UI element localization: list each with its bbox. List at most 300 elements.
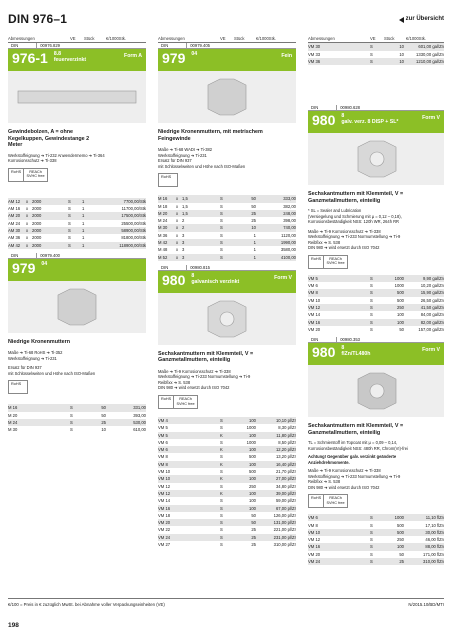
product-id-980-galv: DIN 00980.815 — [158, 265, 296, 271]
table-cell: 1 — [82, 213, 85, 219]
table-cell: 13,20 pl/Zr — [275, 454, 296, 460]
table-cell: 250 — [397, 304, 404, 310]
rohs-badge: RoHS REACh SVHC free — [308, 494, 348, 508]
product-drawing-979 — [8, 281, 146, 333]
column-2 — [158, 36, 296, 548]
table-row — [308, 51, 444, 58]
table-row — [8, 412, 146, 419]
notes-980-disp: * SL = Sealer and Lubrication (Versiegelung und Schmierung mit µ = 0,12 – 0,18), Korrosionsbeständigkeit NSS: 120h WR, 264h RR Maße ➔ Ti-9 Korrosionsschutz ➔ Ti-338 Werkstoffeignung ➔ Ti-233 Normumstellung ➔ Ti-9 Reibfixx ➔ S. 538 DIN 980 ➔ wird ersetzt durch ISO 7042 — [308, 208, 402, 251]
table-cell: 530,00 — [133, 419, 146, 425]
table-979-fein — [158, 195, 296, 261]
table-cell: S — [220, 196, 223, 202]
table-cell: S — [220, 439, 223, 445]
table-cell: S — [220, 225, 223, 231]
notes-980-galv: Maße ➔ Ti-9 Korrosionsschutz ➔ Ti-338 Werkstoffeignung ➔ Ti-233 Normumstellung ➔ Ti-9 Reibfixx ➔ S. 538 DIN 980 ➔ wird ersetzt durch ISO 7042 — [158, 368, 251, 391]
table-cell: S — [70, 405, 73, 411]
table-row — [158, 239, 296, 246]
table-cell: 2 — [182, 218, 185, 224]
table-cell: 12,20 pl/Zr — [275, 447, 296, 453]
table-cell: 2 — [182, 225, 185, 231]
table-cell: 10 — [399, 44, 404, 50]
table-row — [158, 203, 296, 210]
table-cell: VM 6 — [158, 439, 168, 445]
table-row — [158, 519, 296, 526]
table-cell: 331,00 — [133, 405, 146, 411]
table-cell: x — [176, 240, 179, 246]
table-cell: 500 — [397, 297, 404, 303]
table-cell: 39,00 pl/Zr — [275, 490, 296, 496]
heading-980-disp: Sechskantmuttern mit Klemmteil, V = Ganzmetallmuttern, einteilig — [308, 191, 404, 204]
table-cell: S — [220, 203, 223, 209]
table-cell: 1990,00 — [280, 240, 296, 246]
table-cell: 21,70 pl/Zr — [275, 469, 296, 475]
table-cell: 333,00 — [283, 196, 296, 202]
table-cell: S — [220, 454, 223, 460]
table-cell: 500 — [397, 529, 404, 535]
table-row — [8, 220, 146, 227]
table-row — [158, 526, 296, 533]
table-cell: S — [370, 326, 373, 332]
table-cell: M 16 — [8, 405, 18, 411]
table-row — [158, 453, 296, 460]
table-row — [158, 505, 296, 512]
table-row — [308, 311, 444, 318]
product-drawing-980-flzn — [308, 365, 444, 417]
rohs-badge: RoHS — [158, 173, 178, 187]
product-drawing-976 — [8, 71, 146, 123]
table-cell: 250 — [397, 537, 404, 543]
table-cell: M 30 — [8, 427, 18, 433]
table-cell: 118900,00/Stk — [119, 242, 146, 248]
table-cell: VM 6 — [308, 283, 318, 289]
table-cell: x — [26, 198, 29, 204]
table-cell: 1 — [253, 232, 256, 238]
table-cell: S — [68, 235, 71, 241]
table-cell: 9,90 gal/Zn — [423, 275, 444, 281]
table-cell: x — [176, 225, 179, 231]
table-cell: 231,00 pl/Zr — [273, 534, 296, 540]
table-cell: 1 — [82, 206, 85, 212]
table-cell: 100 — [249, 447, 256, 453]
table-cell: S — [370, 522, 373, 528]
table-cell: 50 — [101, 412, 106, 418]
product-box-980-disp: 980 8 galv. verz. 8 DISP + SL* Form V — [308, 111, 444, 133]
table-cell: S — [68, 198, 71, 204]
table-cell: 100 — [397, 544, 404, 550]
table-cell: S — [370, 58, 373, 64]
table-cell: 248,00 — [283, 210, 296, 216]
product-id-976: DIN 00976.829 — [8, 43, 146, 49]
table-cell: 25 — [251, 527, 256, 533]
table-cell: 25 — [251, 542, 256, 548]
table-cell: x — [26, 227, 29, 233]
table-cell: 25 — [251, 210, 256, 216]
table-row — [308, 514, 444, 521]
table-cell: x — [26, 213, 29, 219]
table-row — [308, 58, 444, 65]
table-cell: VM 27 — [158, 542, 171, 548]
table-cell: x — [176, 247, 179, 253]
table-cell: S — [370, 304, 373, 310]
table-row — [158, 461, 296, 468]
table-cell: 25 — [399, 558, 404, 564]
product-drawing-980-galv — [158, 293, 296, 345]
table-row — [8, 212, 146, 219]
table-row — [158, 483, 296, 490]
table-cell: AM 20 — [8, 213, 21, 219]
table-cell: x — [26, 220, 29, 226]
table-cell: S — [68, 220, 71, 226]
table-row — [158, 195, 296, 202]
heading-980-galv: Sechskantmuttern mit Klemmteil, V = Ganzmetallmuttern, einteilig — [158, 350, 254, 364]
table-cell: 157,00 gal/Zn — [418, 326, 444, 332]
table-cell: 27,00 pl/Zr — [275, 476, 296, 482]
table-row — [158, 432, 296, 439]
table-cell: M 36 — [158, 232, 168, 238]
table-cell: S — [220, 247, 223, 253]
table-cell: 7700,00/Stk — [123, 198, 146, 204]
table-cell: x — [26, 235, 29, 241]
table-cell: 221,00 pl/Zr — [273, 527, 296, 533]
table-cell: 10 — [251, 225, 256, 231]
table-cell: S — [68, 242, 71, 248]
table-cell: S — [220, 512, 223, 518]
table-row — [8, 234, 146, 241]
table-cell: VM 16 — [158, 505, 171, 511]
table-cell: VM 5 — [158, 432, 168, 438]
table-cell: 10 — [101, 427, 106, 433]
notes-979-fein: Maße ➔ Ti-68 WADI ➔ Ti-382 Werkstoffeignung ➔ Ti-231 Ersatz für DIN 937 mit Schlüsselweiten und Höhe nach ISO-Maßen — [158, 147, 246, 169]
table-row — [158, 541, 296, 548]
table-cell: 500 — [397, 290, 404, 296]
table-cell: 1000 — [246, 425, 256, 431]
table-cell: x — [176, 203, 179, 209]
table-row — [158, 424, 296, 431]
product-box-979-fein: 979 04 Fein — [158, 49, 296, 71]
table-row — [8, 227, 146, 234]
product-id-980-disp: DIN 00980.628 — [308, 105, 444, 111]
table-cell: S — [68, 213, 71, 219]
table-row — [158, 475, 296, 482]
table-cell: K — [220, 490, 223, 496]
table-cell: 46,00 flZn — [425, 537, 444, 543]
table-cell: S — [220, 232, 223, 238]
table-cell: K — [220, 447, 223, 453]
table-cell: 30,00 flZn — [425, 529, 444, 535]
table-cell: M 16 — [158, 196, 168, 202]
table-cell: 610,00 — [133, 427, 146, 433]
table-cell: 100 — [397, 312, 404, 318]
table-cell: 10,10 pl/Zr — [275, 418, 296, 423]
table-cell: VM 33 — [308, 51, 321, 57]
table-cell: VM 10 — [308, 529, 321, 535]
table-cell: S — [370, 544, 373, 550]
table-row — [158, 468, 296, 475]
overview-label: zur Übersicht — [405, 16, 444, 22]
table-cell: S — [370, 529, 373, 535]
table-cell: VM 16 — [308, 544, 321, 550]
table-cell: VM 12 — [308, 304, 321, 310]
column-header: Abmessungen VE Stück €/1000Stk. — [308, 36, 427, 41]
table-cell: 171,00 flZn — [423, 551, 444, 557]
hex-nut-icon — [308, 133, 444, 185]
table-cell: 100 — [249, 498, 256, 504]
table-cell: 50 — [251, 196, 256, 202]
table-cell: 100 — [249, 505, 256, 511]
table-cell: 26,50 gal/Zn — [420, 297, 444, 303]
table-cell: 50 — [251, 203, 256, 209]
product-box-979: 979 04 — [8, 259, 146, 281]
table-cell: 1 — [253, 254, 256, 260]
table-cell: 100 — [397, 319, 404, 325]
table-cell: 1 — [82, 242, 85, 248]
table-cell: S — [220, 534, 223, 540]
table-cell: 25 — [101, 419, 106, 425]
table-cell: 2000 — [32, 227, 42, 233]
table-cell: M 42 — [158, 240, 168, 246]
table-cell: 50 — [251, 512, 256, 518]
table-cell: S — [220, 527, 223, 533]
heading-979-fein: Niedrige Kronenmuttern, mit metrischem Feingewinde — [158, 129, 263, 142]
table-cell: 1,5 — [182, 210, 188, 216]
table-cell: VM 5 — [308, 275, 318, 281]
table-cell: 3 — [182, 232, 185, 238]
product-box-976: 976-1 8.8 feuerverzinkt Form A — [8, 49, 146, 71]
table-row — [158, 217, 296, 224]
table-cell: 10,20 gal/Zn — [420, 283, 444, 289]
table-row — [308, 282, 444, 289]
table-cell: S — [220, 418, 223, 423]
table-cell: 8,30 pl/Zr — [278, 425, 296, 431]
table-cell: 1000 — [394, 515, 404, 521]
table-cell: M 24 — [8, 419, 18, 425]
table-row — [158, 232, 296, 239]
column-header: Abmessungen VE Stück €/1000Stk. — [8, 36, 127, 41]
product-box-980-flzn: 980 8 flZn/TL480h Form V — [308, 343, 444, 365]
table-cell: 8,50 pl/Zr — [278, 439, 296, 445]
table-cell: 84,00 gal/Zn — [420, 312, 444, 318]
table-cell: 3 — [182, 247, 185, 253]
table-cell: S — [370, 312, 373, 318]
table-cell: 11,80 pl/Zr — [276, 432, 296, 438]
overview-link[interactable] — [399, 16, 444, 24]
table-cell: S — [370, 283, 373, 289]
table-row — [308, 297, 444, 304]
table-cell: S — [68, 227, 71, 233]
table-cell: S — [220, 542, 223, 548]
table-cell: 25 — [251, 218, 256, 224]
heading-979: Niedrige Kronenmuttern — [8, 338, 70, 345]
table-cell: M 24 — [158, 218, 168, 224]
table-cell: VM 20 — [158, 520, 171, 526]
table-cell: AM 12 — [8, 198, 21, 204]
table-cell: S — [220, 240, 223, 246]
table-cell: 1120,00 — [281, 232, 296, 238]
table-cell: 58900,00/Stk — [121, 227, 146, 233]
table-row — [158, 497, 296, 504]
table-cell: K — [220, 432, 223, 438]
table-row — [158, 254, 296, 261]
table-cell: 1,5 — [182, 203, 188, 209]
table-cell: VM 20 — [308, 551, 321, 557]
table-row — [8, 404, 146, 411]
table-cell: 16,40 pl/Zr — [275, 461, 296, 467]
table-cell: VM 6 — [158, 447, 168, 453]
table-row — [8, 205, 146, 212]
table-cell: S — [220, 505, 223, 511]
notes-979: Maße ➔ Ti-68 RoHS ➔ Ti-352 Werkstoffeignung ➔ Ti-231 Ersatz für DIN 937 mit Schlüsselweiten und Höhe nach ISO-Maßen — [8, 350, 96, 376]
table-row — [308, 275, 444, 282]
table-cell: S — [70, 419, 73, 425]
table-cell: 1 — [82, 220, 85, 226]
notes-980-flzn: TL = Schmierstoff im Topcoat mit µ = 0,09 – 0,14, Korrosionsbeständigkeit NSS: 480h RR, Chrom(VI)-frei Achtung! Gegenüber galv. verzinkt geänderte Anziehdrehmomente. Maße ➔ Ti-9 Korrosionsschutz ➔ Ti-338 Werkstoffeignung ➔ Ti-233 Normumstellung ➔ Ti-9 Reibfixx ➔ S. 538 DIN 980 ➔ wird ersetzt durch ISO 7042 — [308, 440, 408, 490]
table-cell: 601,00 gal/Zn — [418, 44, 444, 50]
table-row — [8, 419, 146, 426]
table-cell: 17500,00/Stk — [121, 213, 146, 219]
table-cell: S — [370, 275, 373, 281]
table-row — [158, 439, 296, 446]
table-cell: 500 — [249, 454, 256, 460]
table-cell: AM 16 — [8, 206, 21, 212]
table-cell: VM 8 — [158, 461, 168, 467]
table-row — [8, 198, 146, 205]
table-cell: S — [70, 427, 73, 433]
table-cell: VM 30 — [308, 44, 321, 50]
table-cell: 1000 — [394, 283, 404, 289]
threaded-rod-icon — [8, 71, 146, 123]
table-cell: 1 — [82, 235, 85, 241]
heading-980-flzn: Sechskantmuttern mit Klemmteil, V = Ganzmetallmuttern, einteilig — [308, 423, 404, 436]
table-cell: VM 4 — [158, 418, 168, 423]
table-cell: 25500,00/Stk — [121, 220, 146, 226]
table-cell: M 20 — [8, 412, 18, 418]
table-cell: 1210,00 gal/Zn — [416, 58, 444, 64]
table-cell: S — [70, 412, 73, 418]
hex-nut-icon — [158, 293, 296, 345]
table-row — [308, 43, 444, 50]
table-cell: 2000 — [32, 213, 42, 219]
table-cell: VM 14 — [308, 312, 321, 318]
table-cell: VM 36 — [308, 58, 321, 64]
table-cell: S — [220, 469, 223, 475]
table-cell: 100 — [249, 432, 256, 438]
product-drawing-980-disp — [308, 133, 444, 185]
table-row — [308, 536, 444, 543]
table-cell: VM 10 — [158, 476, 171, 482]
table-cell: VM 16 — [308, 319, 321, 325]
column-1 — [8, 36, 146, 434]
back-arrow-icon — [399, 17, 404, 23]
table-cell: S — [370, 319, 373, 325]
table-cell: 131,00 pl/Zr — [273, 520, 296, 526]
table-cell: 740,00 — [283, 225, 296, 231]
table-cell: 100 — [249, 418, 256, 423]
table-cell: 382,00 — [283, 203, 296, 209]
table-cell: AM 24 — [8, 220, 21, 226]
table-row — [158, 224, 296, 231]
table-cell: 126,00 pl/Zr — [273, 512, 296, 518]
notes-976: Werkstoffeignung ➔ Ti-232 Anwendermemo ➔ Ti-364 Korrosionsschutz ➔ Ti-338 — [8, 152, 105, 164]
table-cell: 398,00 — [283, 218, 296, 224]
table-row — [158, 246, 296, 253]
column-3 — [308, 36, 444, 565]
table-cell: S — [370, 290, 373, 296]
table-cell: 1 — [82, 227, 85, 233]
table-cell: S — [220, 498, 223, 504]
table-cell: x — [176, 232, 179, 238]
table-cell: 67,00 pl/Zr — [275, 505, 296, 511]
table-row — [158, 446, 296, 453]
table-cell: S — [220, 254, 223, 260]
table-row — [158, 534, 296, 541]
table-cell: 1000 — [394, 275, 404, 281]
table-cell: 2000 — [32, 242, 42, 248]
table-cell: x — [176, 254, 179, 260]
table-cell: 25 — [251, 534, 256, 540]
table-cell: S — [370, 551, 373, 557]
table-cell: x — [176, 210, 179, 216]
table-cell: 1330,00 gal/Zn — [416, 51, 444, 57]
table-cell: 2000 — [32, 198, 42, 204]
product-id-979: DIN 00979.400 — [8, 253, 146, 259]
table-980-top — [308, 43, 444, 65]
table-cell: 82,00 gal/Zn — [420, 319, 444, 325]
table-cell: M 52 — [158, 254, 168, 260]
table-cell: VM 14 — [158, 498, 171, 504]
table-cell: 3 — [182, 240, 185, 246]
table-cell: VM 24 — [308, 558, 321, 564]
table-cell: 310,00 pl/Zr — [273, 542, 296, 548]
table-cell: 2000 — [32, 220, 42, 226]
table-cell: x — [176, 196, 179, 202]
table-cell: S — [68, 206, 71, 212]
table-cell: 15,90 gal/Zn — [420, 290, 444, 296]
table-cell: VM 24 — [158, 534, 171, 540]
table-row — [8, 426, 146, 433]
table-cell: VM 8 — [308, 522, 318, 528]
table-cell: S — [220, 218, 223, 224]
table-cell: 100 — [249, 476, 256, 482]
table-row — [308, 319, 444, 326]
table-cell: 2000 — [32, 235, 42, 241]
table-cell: x — [26, 242, 29, 248]
table-row — [308, 558, 444, 565]
table-cell: 1 — [82, 198, 85, 204]
product-box-980-galv: 980 8 galvanisch verzinkt Form V — [158, 271, 296, 293]
table-cell: 10 — [399, 51, 404, 57]
table-cell: 34,80 pl/Zr — [275, 483, 296, 489]
product-drawing-979-fein — [158, 71, 296, 123]
table-cell: 500 — [397, 522, 404, 528]
table-cell: VM 10 — [158, 469, 171, 475]
table-cell: 50 — [101, 405, 106, 411]
table-cell: VM 10 — [308, 297, 321, 303]
table-cell: S — [220, 483, 223, 489]
table-cell: S — [370, 51, 373, 57]
table-cell: S — [220, 520, 223, 526]
table-cell: 41,50 gal/Zn — [420, 304, 444, 310]
table-cell: S — [370, 297, 373, 303]
table-cell: x — [176, 218, 179, 224]
rohs-badge: RoHS REACh SVHC free — [8, 168, 48, 182]
table-cell: 2000 — [32, 206, 42, 212]
table-979 — [8, 404, 146, 433]
table-cell: 59,00 pl/Zr — [275, 498, 296, 504]
table-cell: 11,10 flZn — [425, 515, 444, 521]
table-cell: 81800,00/Stk — [121, 235, 146, 241]
table-cell: M 20 — [158, 210, 168, 216]
table-row — [158, 512, 296, 519]
